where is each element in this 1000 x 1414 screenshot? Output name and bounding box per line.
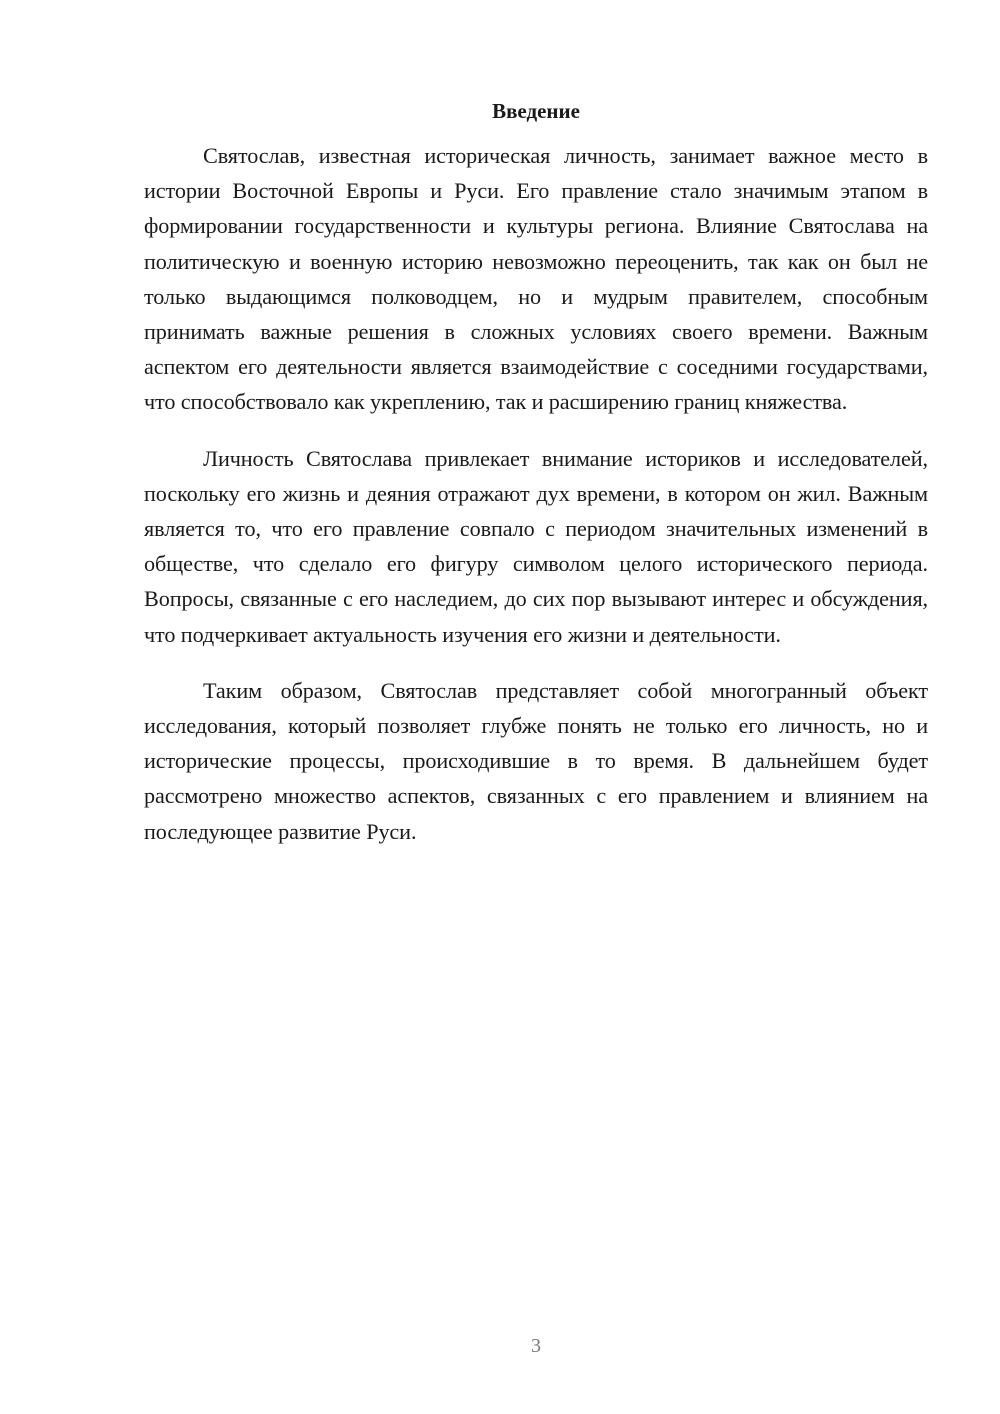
page-content [144,96,928,870]
paragraph-3: Таким образом, Святослав представляет собой многогранный объект исследования, который позволяет глубже понять не только его личность, но и исторические процессы, происходившие в то время. В дальнейшем будет рассмотрено множество аспектов, связанных с его правлением и влиянием на последующее развитие Руси. [144,677,928,844]
paragraph-2: Личность Святослава привлекает внимание историков и исследователей, поскольку его жизнь и деяния отражают дух времени, в котором он жил. Важным является то, что его правление совпало с периодом значительных изменений в обществе, что сделало его фигуру символом целого исторического периода. Вопросы, связанные с его наследием, до сих пор вызывают интерес и обсуждения, что подчеркивает актуальность изучения его жизни и деятельности. [144,445,928,647]
paragraph-1: Святослав, известная историческая личность, занимает важное место в истории Восточной Европы и Руси. Его правление стало значимым этапом в формировании государственности и культуры региона. Влияние Святослава на политическую и военную историю невозможно переоценить, так как он был не только выдающимся полководцем, но и мудрым правителем, способным принимать важные решения в сложных условиях своего времени. Важным аспектом его деятельности является взаимодействие с соседними государствами, что способствовало как укреплению, так и расширению границ княжества. [144,143,928,415]
section-title: Введение [492,99,580,123]
page-number: 3 [531,1335,541,1357]
